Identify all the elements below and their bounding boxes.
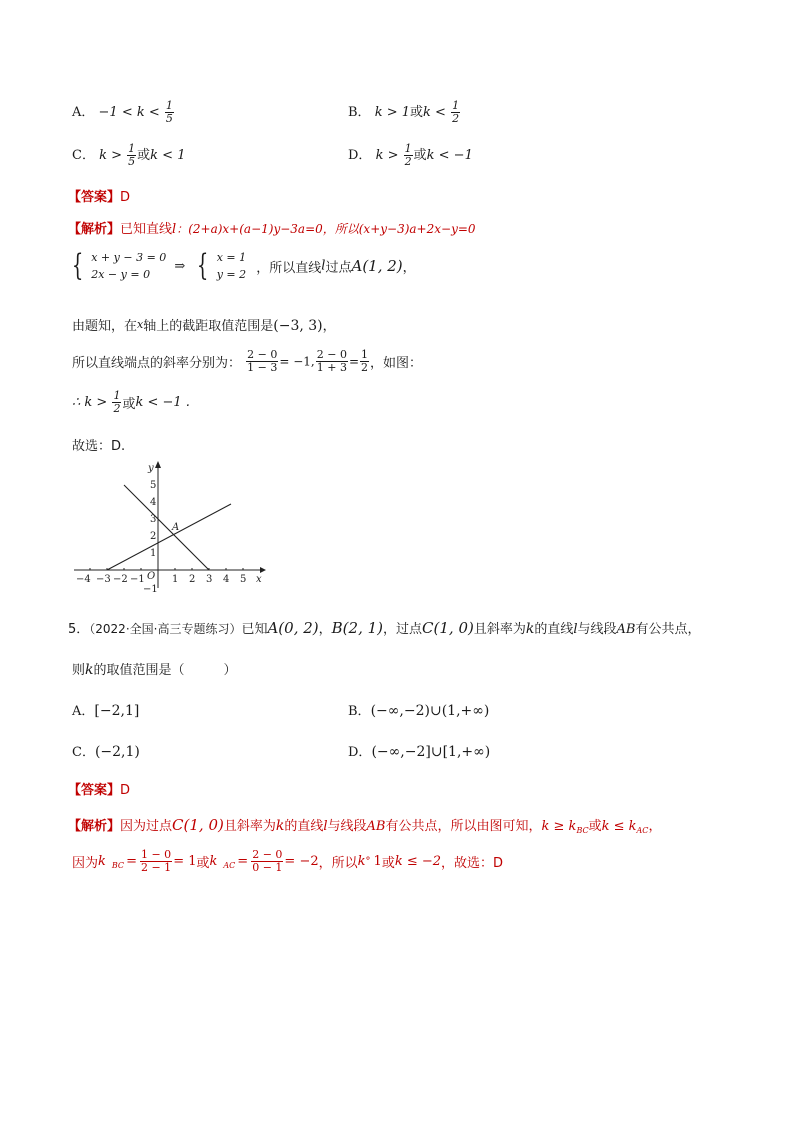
x-axis-label: x (256, 574, 262, 585)
fraction-denominator: 2 (404, 155, 412, 168)
line-symbol: l (172, 222, 177, 237)
q5-analysis-line1 (68, 815, 661, 835)
q4-option-a (72, 100, 175, 125)
q5-option-d-value: (−∞,−2]∪[1,+∞) (371, 744, 491, 760)
fraction-numerator: 2 − 0 (252, 848, 283, 861)
y-axis-arrow (155, 461, 161, 468)
k-symbol: k (275, 818, 285, 834)
q4-option-c-expr-left: k > (99, 148, 122, 163)
inequality: k ≥ k (541, 819, 577, 834)
analysis-text: 已知直线 (120, 222, 173, 237)
text: = (237, 854, 249, 869)
q4-analysis-line5 (72, 390, 190, 415)
subscript: AC (636, 826, 649, 835)
coordinate-figure (70, 458, 270, 593)
q4-analysis-line1 (68, 218, 476, 237)
fraction-numerator: 2 − 0 (247, 348, 278, 361)
text: 由题知，在 (72, 319, 138, 334)
text: 有公共点，所以由图可知， (385, 819, 542, 834)
fraction-denominator: 2 (113, 402, 121, 415)
q4-option-b-label: B． (348, 105, 371, 120)
k-symbol: k (357, 854, 366, 869)
q4-option-d (348, 143, 473, 168)
q5-option-d-label: D． (348, 745, 372, 760)
point-c: C(1, 0) (422, 619, 474, 637)
text: ，所以 (318, 856, 358, 871)
fraction-denominator: 1 + 3 (316, 361, 347, 374)
degree-symbol: ° (365, 856, 371, 867)
x-tick-label: 1 (172, 574, 179, 585)
k-symbol: k (85, 662, 94, 678)
analysis-equation: ：(2+a)x+(a−1)y−3a=0，所以(x+y−3)a+2x−y=0 (176, 222, 476, 236)
x-axis-arrow (260, 567, 266, 573)
text: 与线段 (327, 819, 367, 834)
q4-analysis-line4 (72, 349, 422, 374)
text: ， (648, 819, 662, 834)
text: 因为 (72, 856, 99, 871)
q4-option-b-expr-right: k < (423, 105, 446, 120)
line-shallow (107, 504, 231, 570)
text: 轴上的截距取值范围是 (143, 319, 274, 334)
point-a-label: A (172, 522, 180, 533)
system-left (91, 249, 166, 283)
text: 已知 (241, 622, 268, 637)
fraction-numerator: 2 − 0 (316, 348, 347, 361)
answer-tag: 【答案】 (68, 783, 121, 798)
fraction-numerator: 1 (452, 99, 460, 112)
x-tick-label: 4 (223, 574, 230, 585)
text: ， (402, 260, 416, 276)
or-text: 或 (196, 856, 210, 871)
k-symbol: k (209, 854, 218, 869)
answer-value: D (120, 783, 131, 798)
system-eq: x + y − 3 = 0 (91, 251, 167, 264)
y-tick-label: 5 (150, 480, 157, 491)
fraction-denominator: 2 (361, 361, 369, 374)
point-b: B(2, 1) (331, 619, 384, 637)
q4-option-d-label: D． (348, 148, 372, 163)
system-right (217, 249, 246, 283)
text: ，如图： (370, 356, 423, 371)
intercept-range: (−3, 3) (273, 318, 323, 334)
text: ，故选：D (441, 856, 504, 871)
text: ， (318, 622, 332, 637)
q4-option-d-expr-right: k < −1 (426, 148, 473, 163)
subscript: BC (111, 861, 125, 870)
or-text: 或 (588, 819, 602, 834)
fraction-denominator: 5 (165, 112, 173, 125)
q4-option-b (348, 100, 461, 125)
brace-symbol: { (71, 248, 84, 283)
or-text: 或 (410, 105, 424, 120)
text: 则 (72, 663, 86, 678)
q5-option-a-label: A． (72, 704, 95, 719)
point-a: A(0, 2) (267, 619, 319, 637)
q4-option-a-expr: −1 < k < (98, 105, 160, 120)
q4-analysis-line3 (72, 315, 336, 334)
text: 的取值范围是（ ） (93, 663, 237, 678)
y-tick-label: 4 (150, 497, 157, 508)
inequality: k ≤ −2 (394, 854, 442, 869)
x-symbol: x (137, 318, 144, 331)
text: = −1, (279, 354, 315, 369)
text: ∴ k > (72, 395, 108, 410)
text: 与线段 (577, 622, 617, 637)
y-tick-label: 2 (150, 531, 157, 542)
or-text: 或 (413, 148, 427, 163)
point-c: C(1, 0) (172, 816, 224, 834)
text: 的直线 (534, 622, 574, 637)
fraction-numerator: 1 − 0 (140, 848, 172, 861)
text: k < −1 . (135, 395, 190, 410)
subscript: BC (576, 826, 589, 835)
slope-fraction-3 (360, 349, 369, 374)
q4-conclusion: 故选：D. (72, 439, 126, 454)
or-text: 或 (137, 148, 151, 163)
q4-option-c-expr-right: k < 1 (150, 148, 186, 163)
q5-answer (68, 779, 130, 798)
slope-ac-fraction (251, 849, 283, 874)
segment-ab: AB (616, 622, 636, 637)
fraction-denominator: 2 − 1 (140, 861, 172, 874)
fraction-denominator: 5 (128, 155, 136, 168)
q5-option-c-value: (−2,1) (94, 744, 140, 760)
text: 所以直线端点的斜率分别为： (72, 356, 242, 371)
fraction-numerator: 1 (128, 142, 136, 155)
segment-ab: AB (366, 819, 386, 834)
q4-option-a-label: A． (72, 105, 95, 120)
q4-option-b-expr-left: k > 1 (374, 105, 411, 120)
slope-fraction-1 (246, 349, 278, 374)
point-a: A(1, 2) (351, 257, 403, 275)
line-symbol: l (321, 258, 326, 274)
k-symbol: k (525, 621, 535, 637)
q5-option-b-label: B． (348, 704, 371, 719)
q5-option-b (348, 700, 489, 719)
subscript: AC (223, 861, 236, 870)
q4-option-c (72, 143, 185, 168)
line-symbol: l (573, 622, 578, 637)
q5-stem (68, 618, 701, 637)
inequality: k ≤ k (601, 819, 637, 834)
answer-tag: 【答案】 (68, 190, 121, 205)
analysis-tag: 【解析】 (68, 819, 121, 834)
text: ， (322, 319, 336, 334)
fraction-numerator: 1 (113, 389, 121, 402)
fraction-denominator: 0 − 1 (252, 861, 283, 874)
text: ，过点 (383, 622, 423, 637)
q5-option-b-value: (−∞,−2)∪(1,+∞) (370, 703, 490, 719)
text: 有公共点， (635, 622, 701, 637)
fraction-numerator: 1 (361, 348, 369, 361)
text: = 1 (173, 854, 197, 869)
answer-value: D (120, 190, 131, 205)
x-tick-label: −2 (113, 574, 128, 585)
text: = (348, 354, 360, 369)
text: 因为过点 (120, 819, 173, 834)
or-text: 或 (381, 856, 395, 871)
brace-symbol: { (197, 248, 209, 283)
system-eq: x = 1 (216, 251, 247, 264)
q5-stem-line2 (72, 659, 237, 678)
x-tick-label: 5 (240, 574, 247, 585)
y-tick-label: −1 (143, 584, 158, 593)
text: 的直线 (284, 819, 324, 834)
q4-answer (68, 186, 130, 205)
q5-option-a (72, 700, 139, 719)
text: = −2 (284, 854, 319, 869)
slope-bc-fraction (140, 849, 172, 874)
q4-option-a-fraction (165, 100, 174, 125)
q5-option-d (348, 741, 490, 760)
text: 1 (373, 854, 382, 869)
line-symbol: l (323, 819, 328, 834)
text: ，所以直线 (256, 260, 322, 276)
x-tick-label: −4 (76, 574, 91, 585)
x-tick-label: 3 (206, 574, 213, 585)
fraction-numerator: 1 (404, 142, 412, 155)
fraction-numerator: 1 (165, 99, 173, 112)
or-text: 或 (122, 397, 136, 412)
question-source: （2022·全国·高三专题练习） (89, 622, 242, 636)
analysis-tag: 【解析】 (68, 222, 121, 237)
q4-option-c-label: C． (72, 148, 95, 163)
text: 且斜率为 (473, 622, 526, 637)
q4-option-b-fraction (451, 100, 460, 125)
q5-analysis-line2 (72, 849, 503, 874)
q5-option-c-label: C． (72, 745, 95, 760)
fraction-denominator: 2 (452, 112, 460, 125)
x-tick-label: −3 (96, 574, 111, 585)
question-number: 5． (68, 622, 90, 637)
y-tick-label: 1 (150, 548, 157, 559)
y-axis-label: y (148, 463, 154, 474)
origin-label: O (147, 571, 156, 582)
k-symbol: k (98, 854, 106, 869)
system-eq: y = 2 (216, 268, 247, 281)
y-tick-label: 3 (150, 514, 157, 525)
slope-fraction-2 (316, 349, 348, 374)
implies-arrow: ⇒ (174, 258, 186, 274)
text: 且斜率为 (223, 819, 276, 834)
line5-fraction (112, 390, 121, 415)
text: = (126, 854, 137, 869)
fraction-denominator: 1 − 3 (247, 361, 278, 374)
line-steep (124, 485, 209, 570)
q5-option-a-value: [−2,1] (94, 703, 140, 719)
x-tick-label: 2 (189, 574, 196, 585)
text: 过点 (325, 260, 352, 276)
x-tick-label: −1 (130, 574, 145, 585)
q4-option-c-fraction (127, 143, 136, 168)
system-eq: 2x − y = 0 (91, 268, 151, 281)
q5-option-c (72, 741, 140, 760)
q4-equation-system (68, 249, 416, 283)
q4-option-d-expr-left: k > (375, 148, 399, 163)
q4-option-d-fraction (404, 143, 413, 168)
